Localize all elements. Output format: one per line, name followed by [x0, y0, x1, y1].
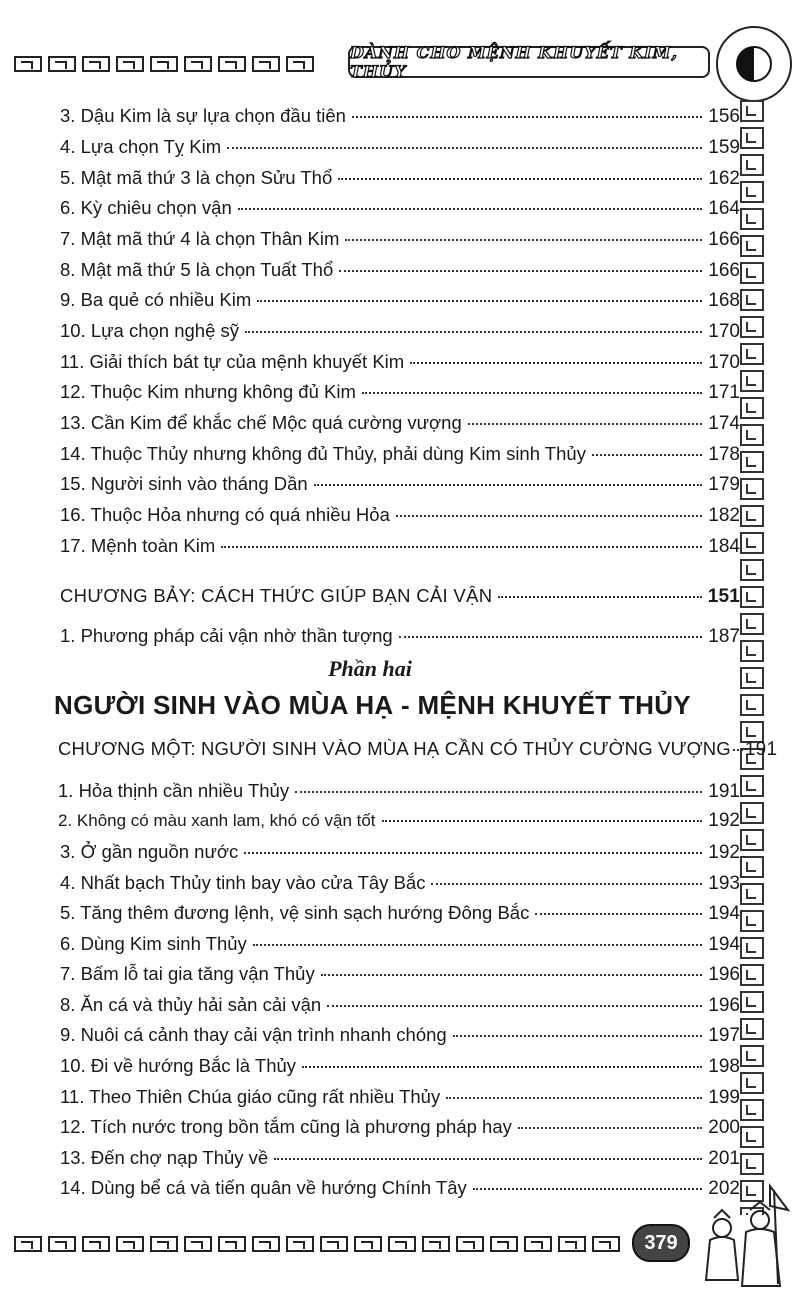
page-number: 379 — [632, 1224, 690, 1262]
chapter-heading[interactable]: CHƯƠNG MỘT: NGƯỜI SINH VÀO MÙA HẠ CẦN CÓ THỦY CƯỜNG VƯỢNG 191 — [58, 738, 778, 760]
toc-entry[interactable]: 12. Tích nước trong bồn tắm cũng là phương pháp hay 200 — [60, 1116, 740, 1138]
toc-entry[interactable]: 8. Ăn cá và thủy hải sản cải vận 196 — [60, 994, 740, 1016]
toc-entry[interactable]: 3. Ở gần nguồn nước 192 — [60, 841, 740, 863]
toc-entry[interactable]: 1. Hỏa thịnh cần nhiều Thủy 191 — [58, 780, 740, 802]
toc-entry[interactable]: 4. Nhất bạch Thủy tinh bay vào cửa Tây Bắc 193 — [60, 872, 740, 894]
toc-entry[interactable]: 13. Đến chợ nạp Thủy về 201 — [60, 1147, 740, 1169]
toc-entry[interactable]: 10. Đi về hướng Bắc là Thủy 198 — [60, 1055, 740, 1077]
part-heading: NGƯỜI SINH VÀO MÙA HẠ - MỆNH KHUYẾT THỦY — [54, 690, 691, 720]
toc-entry[interactable]: 16. Thuộc Hỏa nhưng có quá nhiều Hỏa 182 — [60, 504, 740, 526]
toc-entry[interactable]: 4. Lựa chọn Tỵ Kim 159 — [60, 136, 740, 158]
toc-entry[interactable]: 15. Người sinh vào tháng Dần 179 — [60, 473, 740, 495]
toc-entry[interactable]: 5. Tăng thêm đương lệnh, vệ sinh sạch hướng Đông Bắc 194 — [60, 902, 740, 924]
toc-entry[interactable]: 9. Ba quẻ có nhiều Kim 168 — [60, 289, 740, 311]
toc-entry[interactable]: 7. Mật mã thứ 4 là chọn Thân Kim 166 — [60, 228, 740, 250]
chapter-heading[interactable]: CHƯƠNG BẢY: CÁCH THỨC GIÚP BẠN CẢI VẬN 151 — [60, 585, 740, 607]
toc-entry[interactable]: 12. Thuộc Kim nhưng không đủ Kim 171 — [60, 381, 740, 403]
toc-entry[interactable]: 6. Dùng Kim sinh Thủy 194 — [60, 933, 740, 955]
toc-entry[interactable]: 5. Mật mã thứ 3 là chọn Sửu Thổ 162 — [60, 167, 740, 189]
header-banner: DÀNH CHO MỆNH KHUYẾT KIM, THỦY — [348, 46, 710, 78]
bottom-border-pattern — [14, 1236, 620, 1252]
toc-entry[interactable]: 6. Kỳ chiêu chọn vận 164 — [60, 197, 740, 219]
toc-entry[interactable]: 3. Dậu Kim là sự lựa chọn đầu tiên 156 — [60, 105, 740, 127]
toc-entry[interactable]: 2. Không có màu xanh lam, khó có vận tốt 192 — [58, 810, 740, 831]
toc-entry[interactable]: 14. Thuộc Thủy nhưng không đủ Thủy, phải dùng Kim sinh Thủy 178 — [60, 443, 740, 465]
toc-entry[interactable]: 11. Theo Thiên Chúa giáo cũng rất nhiều Thủy 199 — [60, 1086, 740, 1108]
part-title: Phần hai — [328, 656, 412, 681]
toc-entry[interactable]: 14. Dùng bể cá và tiến quân về hướng Chính Tây 202 — [60, 1177, 740, 1199]
toc-entry[interactable]: 9. Nuôi cá cảnh thay cải vận trình nhanh chóng 197 — [60, 1024, 740, 1046]
toc-entry[interactable]: 13. Cần Kim để khắc chế Mộc quá cường vượng 174 — [60, 412, 740, 434]
toc-entry[interactable]: 17. Mệnh toàn Kim 184 — [60, 535, 740, 557]
toc-entry[interactable]: 7. Bấm lỗ tai gia tăng vận Thủy 196 — [60, 963, 740, 985]
toc-entry[interactable]: 11. Giải thích bát tự của mệnh khuyết Kim 170 — [60, 351, 740, 373]
toc-entry[interactable]: 8. Mật mã thứ 5 là chọn Tuất Thổ 166 — [60, 259, 740, 281]
toc-entry[interactable]: 1. Phương pháp cải vận nhờ thần tượng 187 — [60, 625, 740, 647]
warrior-figures-illustration — [692, 1180, 792, 1292]
toc-entry[interactable]: 10. Lựa chọn nghệ sỹ 170 — [60, 320, 740, 342]
